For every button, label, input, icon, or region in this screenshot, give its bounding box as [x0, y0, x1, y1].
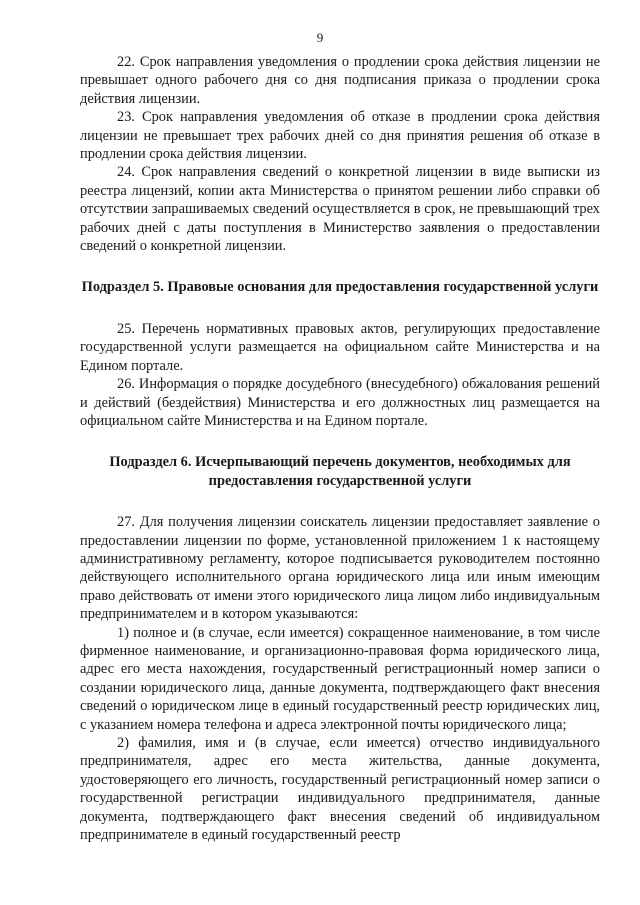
paragraph-22: 22. Срок направления уведомления о продлении срока действия лицензии не превышает одного рабочего дня со дня подписания приказа о продлении срока действия лицензии. — [80, 54, 600, 107]
section-5-heading: Подраздел 5. Правовые основания для предоставления государственной услуги — [81, 279, 599, 296]
paragraph-27-item-1: 1) полное и (в случае, если имеется) сокращенное наименование, в том числе фирменное наименование, и организационно-правовая форма юридического лица, адрес его места нахождения, государственный регистрационный номер записи о создании юридического лица, данные документа, подтверждающего факт внесения сведений о юридическом лице в единый государственный реестр юридических лиц, с указанием номера телефона и адреса электронной почты юридического лица; — [80, 624, 600, 733]
page-number: 9 — [316, 30, 324, 45]
paragraph-26: 26. Информация о порядке досудебного (внесудебного) обжалования решений и действий (бездействия) Министерства и его должностных лиц размещается на официальном сайте Министерства и на Едином портале. — [80, 376, 600, 429]
paragraph-24: 24. Срок направления сведений о конкретной лицензии в виде выписки из реестра лицензий, копии акта Министерства о принятом решении либо справки об отсутствии запрашиваемых сведений осуществляется в срок, не превышающий трех рабочих дней с даты поступления в Министерство заявления о предоставлении сведений о конкретной лицензии. — [80, 164, 600, 255]
paragraph-27: 27. Для получения лицензии соискатель лицензии предоставляет заявление о предоставлении лицензии по форме, установленной приложением 1 к настоящему административному регламенту, которое подписывается руководителем постоянно действующего исполнительного органа юридического лица или иным имеющим право действовать от имени этого юридического лица лицом либо индивидуальным предпринимателем и в котором указываются: — [80, 514, 600, 623]
paragraph-27-item-2: 2) фамилия, имя и (в случае, если имеется) отчество индивидуального предпринимателя, адрес его места жительства, данные документа, удостоверяющего его личность, государственный регистрационный номер записи о государственной регистрации индивидуального предпринимателя, данные документа, подтверждающего факт внесения сведений об индивидуальном предпринимателе в единый государственный реестр — [80, 735, 600, 844]
paragraph-25: 25. Перечень нормативных правовых актов, регулирующих предоставление государственной услуги размещается на официальном сайте Министерства и на Едином портале. — [80, 320, 600, 374]
paragraph-23: 23. Срок направления уведомления об отказе в продлении срока действия лицензии не превышает трех рабочих дней со дня принятия решения об отказе в продлении срока действия лицензии. — [80, 109, 600, 163]
section-6-heading: Подраздел 6. Исчерпывающий перечень документов, необходимых для предоставления государственной услуги — [109, 454, 571, 489]
document-body — [80, 53, 600, 844]
